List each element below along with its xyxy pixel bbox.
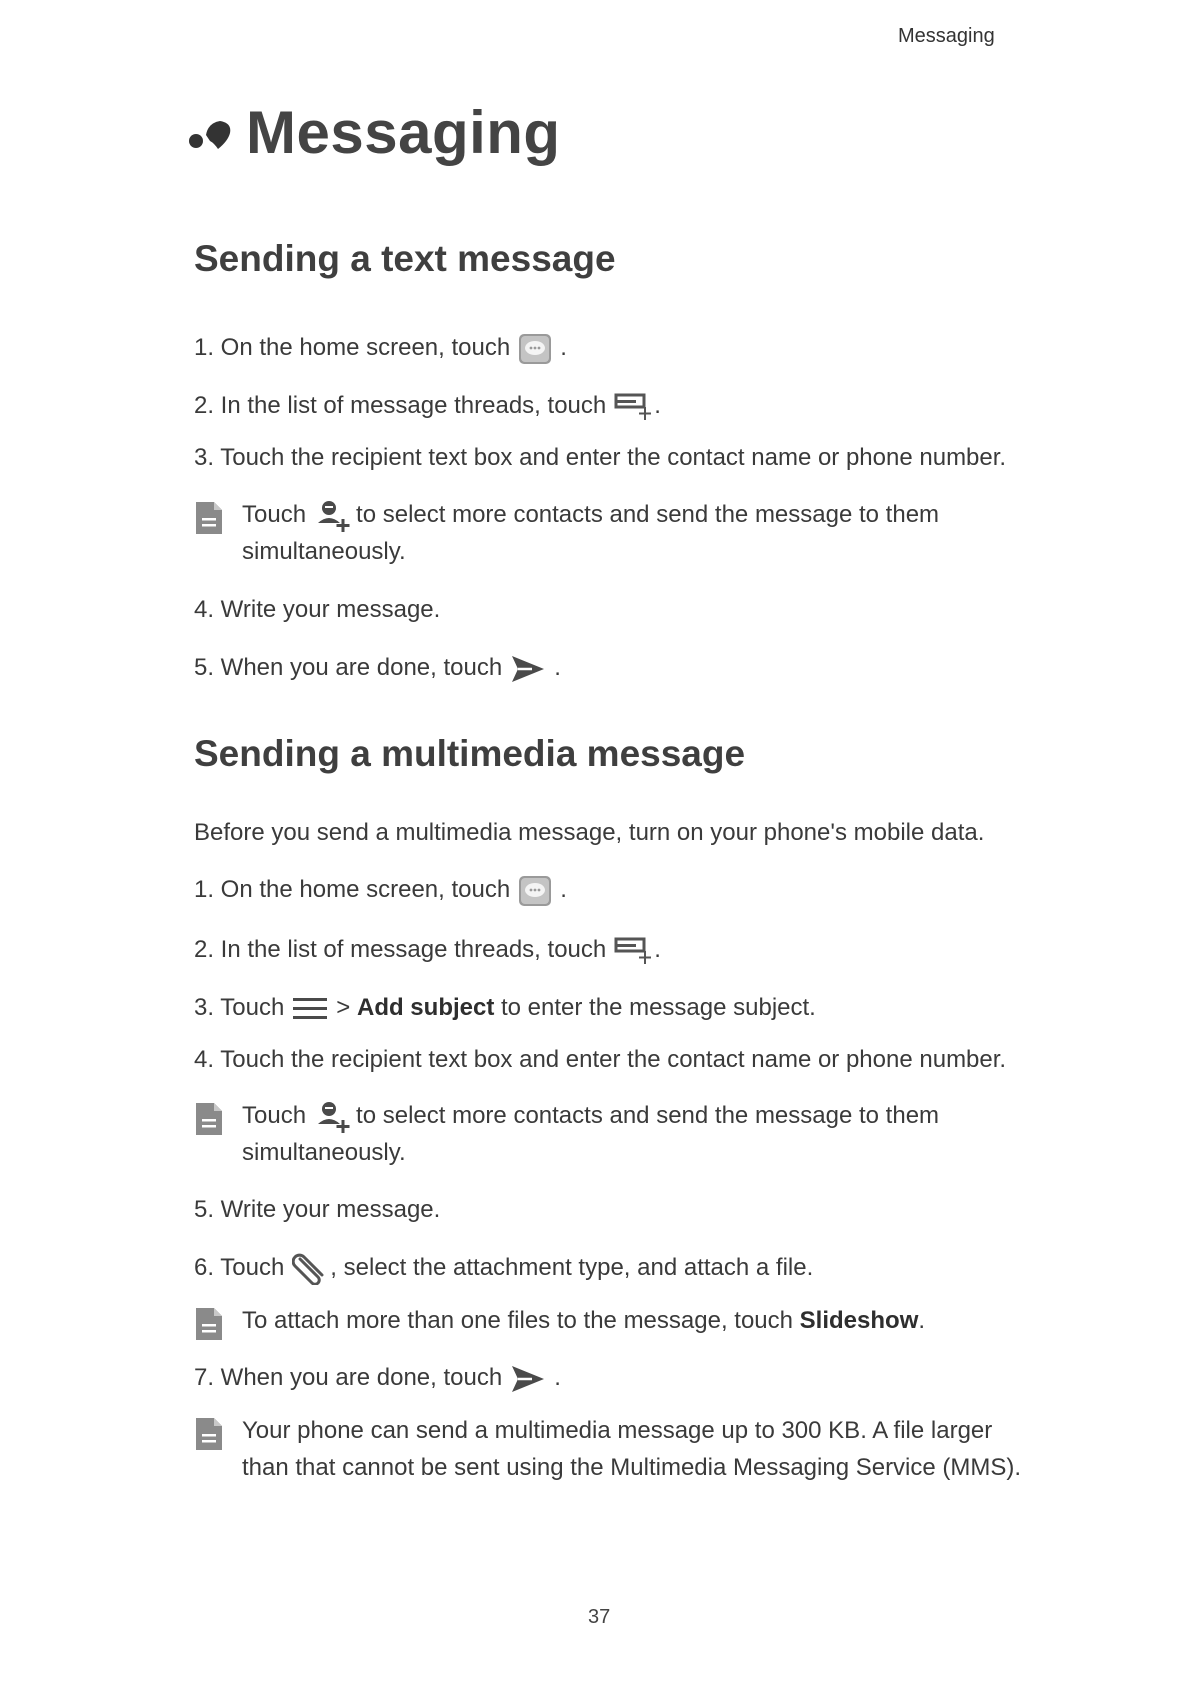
s2-step-4: 4. Touch the recipient text box and enter the contact name or phone number.: [194, 1046, 1007, 1073]
note-icon: [194, 1416, 224, 1452]
new-message-icon: [614, 936, 654, 966]
s1-step-3: 3. Touch the recipient text box and enter the contact name or phone number.: [194, 444, 1007, 471]
send-icon: [510, 654, 546, 684]
chapter-title-text: Messaging: [246, 99, 561, 166]
messaging-app-icon: [518, 875, 552, 907]
s2-note-2: To attach more than one files to the message, touch Slideshow.: [194, 1302, 1022, 1339]
s2-note-1: Touch to select more contacts and send the message to them simultaneously.: [194, 1097, 1022, 1171]
messaging-app-icon: [518, 333, 552, 365]
s2-step-6: 6. Touch , select the attachment type, and attach a file.: [194, 1250, 813, 1286]
page-number: 37: [588, 1606, 611, 1628]
new-message-icon: [614, 392, 654, 422]
menu-icon: [292, 995, 328, 1023]
s2-step-7: 7. When you are done, touch .: [194, 1360, 561, 1396]
attachment-icon: [292, 1253, 328, 1285]
s2-step-3: 3. Touch > Add subject to enter the message subject.: [194, 994, 816, 1021]
s2-intro: Before you send a multimedia message, turn on your phone's mobile data.: [194, 819, 985, 846]
s1-step-4: 4. Write your message.: [194, 596, 441, 623]
section-heading-text-message: Sending a text message: [194, 238, 616, 279]
add-contact-icon: [316, 499, 352, 533]
note-icon: [194, 1306, 224, 1342]
running-header: Messaging: [898, 25, 995, 47]
s2-step-5: 5. Write your message.: [194, 1196, 441, 1223]
section-heading-multimedia-message: Sending a multimedia message: [194, 733, 746, 774]
note-icon: [194, 500, 224, 536]
note-icon: [194, 1101, 224, 1137]
add-contact-icon: [316, 1100, 352, 1134]
s1-step-1: 1. On the home screen, touch .: [194, 330, 567, 366]
s1-step-2: 2. In the list of message threads, touch .: [194, 388, 661, 424]
s2-note-3: Your phone can send a multimedia message up to 300 KB. A file larger than that cannot be sent using the Multimedia Messaging Service (MMS).: [194, 1412, 1022, 1486]
chapter-bullet-icon: [188, 113, 236, 153]
s2-step-1: 1. On the home screen, touch .: [194, 872, 567, 908]
s1-step-5: 5. When you are done, touch .: [194, 650, 561, 686]
chapter-title: [188, 98, 561, 167]
send-icon: [510, 1364, 546, 1394]
s1-note-1: Touch to select more contacts and send the message to them simultaneously.: [194, 496, 1022, 570]
s2-step-2: 2. In the list of message threads, touch .: [194, 932, 661, 968]
